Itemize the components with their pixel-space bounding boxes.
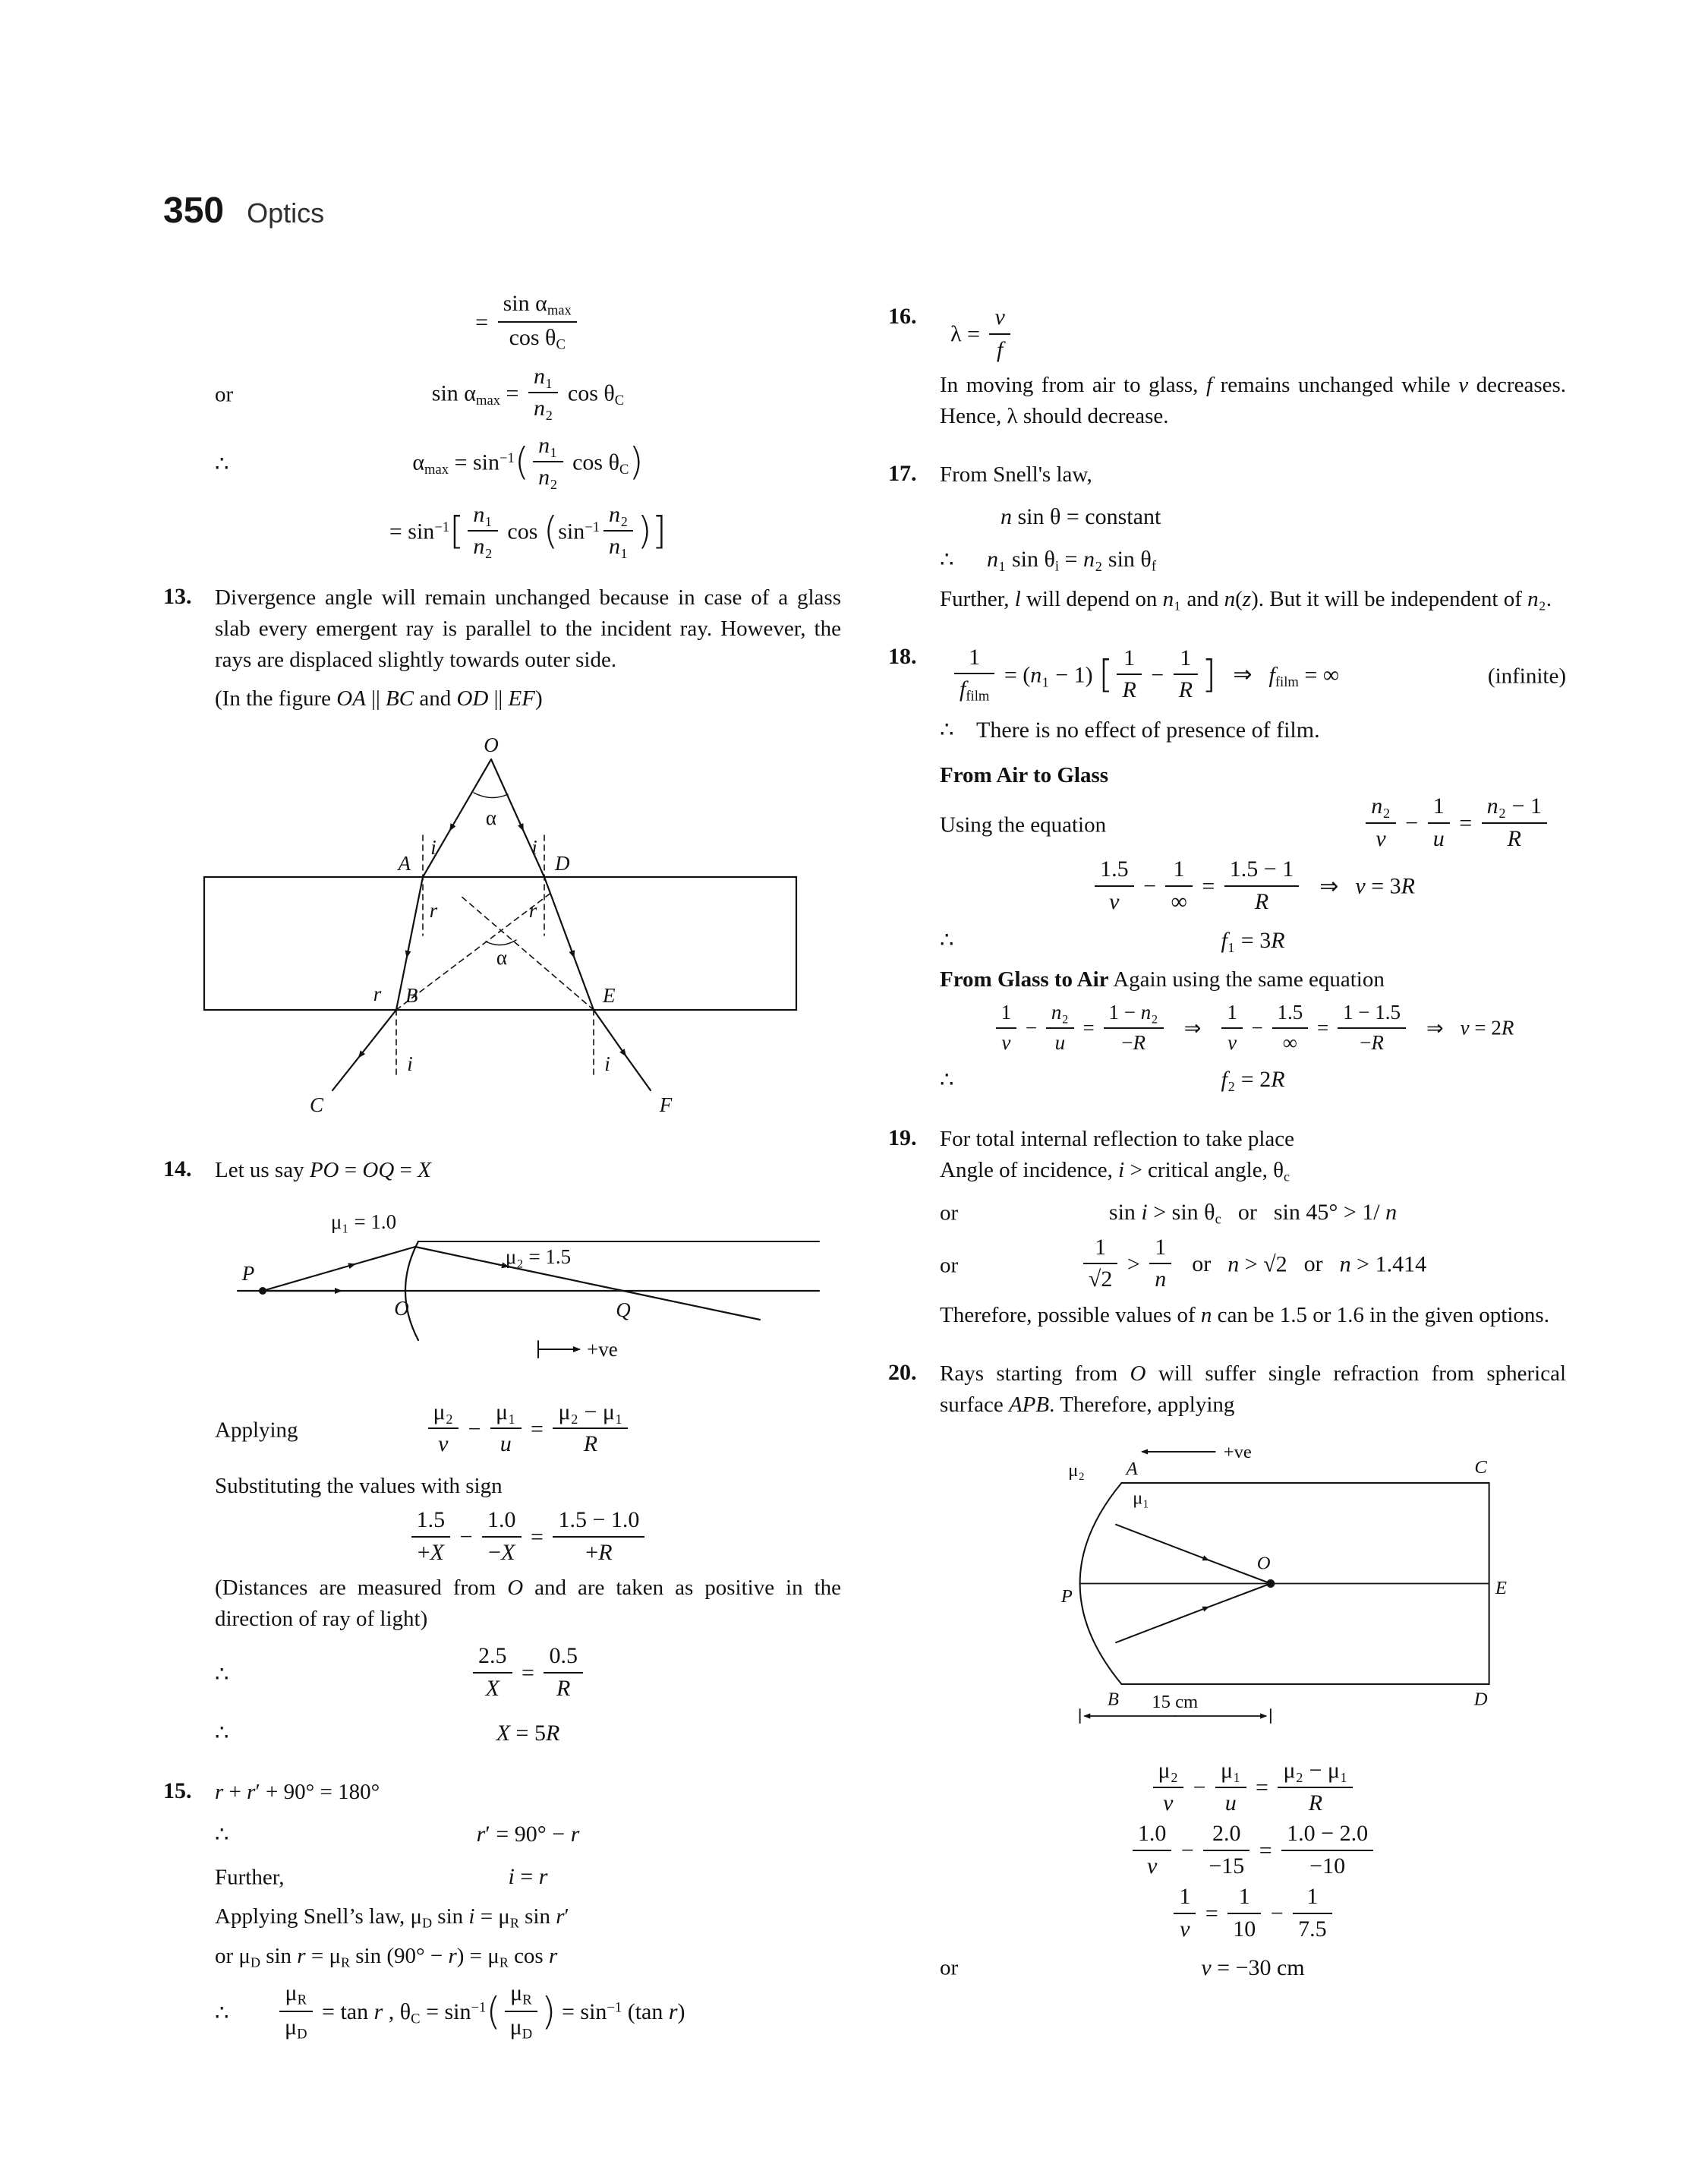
label-E: E — [1495, 1578, 1507, 1599]
two-column-layout — [163, 282, 1566, 2062]
equation-line — [215, 1715, 841, 1752]
formula: X = 5R — [496, 1721, 560, 1746]
formula: v = −30 cm — [1201, 1955, 1305, 1981]
equation-line — [940, 1823, 1566, 1882]
exit-ray-EF-2 — [626, 1055, 651, 1090]
equation-line — [940, 1760, 1566, 1819]
therefore-symbol: ∴ — [215, 1662, 229, 1687]
equation-text: r + r′ + 90° = 180° — [215, 1780, 380, 1805]
chapter-title: Optics — [247, 197, 325, 229]
problem-body — [940, 1358, 1566, 1992]
page-header — [163, 190, 324, 232]
problem-13 — [163, 582, 841, 723]
equation-leader: Applying — [215, 1418, 298, 1443]
problem-body — [940, 302, 1566, 440]
label-B: B — [405, 983, 418, 1007]
extension-from-E — [461, 896, 594, 1010]
note-text: (Distances are measured from O and are taken as positive in the direction of ray of light) — [215, 1576, 841, 1632]
formula: n sin θ = constant — [1001, 504, 1161, 530]
problem-text: Further, l will depend on n₁ and n(z). But it will be independent of n₂. — [940, 586, 1552, 611]
problem-19 — [888, 1124, 1566, 1339]
problem-body — [215, 1777, 841, 2055]
problem-number: 14. — [163, 1156, 192, 1181]
problem-body — [940, 459, 1566, 622]
label-r-A: r — [429, 898, 437, 922]
equation-leader: Using the equation — [940, 812, 1107, 838]
formula: $\frac{2.5}{X}$ = $\frac{0.5}{R}$ — [469, 1645, 587, 1704]
problem-15 — [163, 1777, 841, 2055]
formula: $\frac{1}{v}$ − $\frac{\text{n₂}}{u}$ = $\frac{\text{1 − n₂}}{-R}$ ⇒ $\frac{1}{v}$ − $\frac{1.5}{\infty}$ = $\frac{1 - 1.5}{-R}$ ⇒ v = 2R — [992, 1003, 1514, 1056]
glass-slab-diagram — [195, 733, 810, 1131]
refracted-ray-3 — [623, 1291, 760, 1320]
equation-line — [215, 1399, 841, 1460]
incident-ray-2 — [355, 1247, 415, 1264]
incident-ray — [263, 1264, 355, 1291]
problem-body — [940, 642, 1566, 1104]
label-O: O — [1256, 1553, 1271, 1574]
equation-leader: or — [940, 1253, 959, 1278]
label-O: O — [483, 733, 499, 756]
therefore-symbol: ∴ — [940, 1067, 954, 1092]
therefore-symbol: ∴ — [215, 2001, 229, 2026]
formula: n₁ sin θi = n₂ sin θf — [987, 546, 1157, 575]
label-mu1: μ₁ — [1132, 1487, 1149, 1509]
formula: sin i > sin θc or sin 45° > 1/ n — [1108, 1199, 1398, 1228]
formula: $\frac{1}{v}$ = $\frac{1}{10}$ − $\frac{1}{7.5}$ — [1170, 1886, 1335, 1945]
equation-note: (infinite) — [1487, 664, 1566, 689]
therefore-symbol: ∴ — [215, 1721, 229, 1746]
ray-to-O-upper — [1116, 1525, 1209, 1560]
left-column — [163, 282, 841, 2062]
problem-text: Therefore, possible values of n can be 1.5 or 1.6 in the given options. — [940, 1302, 1549, 1327]
problem-body — [940, 1124, 1566, 1339]
label-A: A — [1126, 1459, 1138, 1480]
label-r-D: r — [528, 898, 537, 922]
label-positive-direction: +ve — [586, 1337, 618, 1361]
refracted-ray — [415, 1247, 508, 1267]
problem-text: From Snell's law, — [940, 462, 1092, 487]
label-positive-direction: +ve — [1223, 1442, 1252, 1463]
problem-number: 20. — [888, 1359, 917, 1385]
label-B: B — [1107, 1689, 1119, 1710]
problem-18 — [888, 642, 1566, 1104]
problem-20 — [888, 1358, 1566, 1992]
equation-line — [215, 1816, 841, 1854]
equation-line — [940, 304, 1566, 365]
equation-line — [940, 793, 1566, 854]
equation-line — [940, 922, 1566, 960]
formula: $\frac{1.5}{+X}$ − $\frac{1.0}{-X}$ = $\frac{1.5 - 1.0}{+R}$ — [408, 1509, 649, 1568]
label-D: D — [554, 851, 569, 875]
equation-line — [940, 644, 1566, 707]
equation-line — [215, 1509, 841, 1568]
formula: $\frac{\mu R}{\mu D}$ = tan r , $\theta C = \sin^{-1}$( $\frac{\mu R}{\mu D}$ ) = $\sin^{-1} (\tan$ r) — [276, 1983, 685, 2045]
incident-ray-OA-2 — [423, 830, 450, 877]
formula: f₁ = 3R — [1221, 928, 1285, 954]
equation-line — [940, 1003, 1566, 1056]
refracting-surface-diagram — [228, 1200, 828, 1374]
formula: $\frac{\text{μ₂}}{v}$ − $\frac{\text{μ₁}}{u}$ = $\frac{\text{μ₂ − μ₁}}{R}$ — [424, 1402, 632, 1460]
problem-text: For total internal reflection to take place — [940, 1126, 1295, 1151]
glass-slab — [204, 877, 796, 1010]
figure-20 — [940, 1434, 1566, 1742]
problem-text: Angle of incidence, i > critical angle, θc — [940, 1157, 1290, 1185]
formula: $\frac{\text{n₂}}{v}$ − $\frac{1}{u}$ = $\frac{\text{n₂ − 1}}{R}$ — [1362, 796, 1551, 854]
formula: sin αmax = $\frac{\text{n₁}}{\text{n₂}}$ cos θC — [431, 363, 625, 421]
therefore-symbol: ∴ — [215, 1822, 229, 1847]
formula: $\frac{1.0}{v}$ − $\frac{2.0}{-15}$ = $\frac{1.0 - 2.0}{-10}$ — [1129, 1823, 1377, 1882]
label-alpha-top: α — [485, 806, 496, 829]
problem-16 — [888, 302, 1566, 440]
instruction-text: Substituting the values with sign — [215, 1473, 503, 1498]
refracted-ray-2 — [508, 1267, 623, 1291]
label-P: P — [241, 1261, 254, 1285]
problem-number: 15. — [163, 1778, 192, 1804]
equation-text: Applying Snell’s law, μD sin i = μR sin r′ — [215, 1904, 569, 1931]
equation-line — [940, 1234, 1566, 1295]
label-O: O — [393, 1296, 409, 1320]
label-mu2: μ₂ = 1.5 — [505, 1244, 571, 1268]
page-number: 350 — [163, 191, 225, 231]
formula: λ = $\frac{v}{f}$ — [950, 307, 1014, 365]
exit-ray-BC-2 — [332, 1057, 359, 1090]
conclusion-text: There is no effect of presence of film. — [976, 717, 1320, 743]
equation-line — [215, 501, 841, 563]
label-F: F — [659, 1093, 672, 1116]
problem-body — [215, 582, 841, 723]
label-i-D: i — [531, 835, 537, 859]
label-mu2: μ₂ — [1067, 1460, 1085, 1481]
equation-line — [940, 1194, 1566, 1232]
refracted-ray-DE — [544, 877, 574, 957]
figure-note: (In the figure OA || BC and OD || EF) — [215, 686, 543, 711]
formula: $\alpha\max = \sin^{-1}$( $\frac{\text{n₁}}{\text{n₂}}$ cos θC) — [412, 432, 644, 491]
equation-line — [215, 1645, 841, 1704]
problem-body — [215, 1155, 841, 1758]
ray-to-O-lower — [1116, 1607, 1209, 1643]
therefore-symbol: ∴ — [215, 452, 229, 477]
exit-ray-BC — [359, 1010, 396, 1057]
equation-leader: or — [940, 1955, 959, 1980]
therefore-symbol: ∴ — [940, 547, 954, 572]
label-alpha-mid: α — [496, 945, 507, 969]
figure-14 — [215, 1200, 841, 1383]
figure-13 — [163, 733, 841, 1135]
problem-text: Rays starting from O will suffer single refraction from spherical surface APB. Therefore, applying — [940, 1361, 1566, 1418]
problem-number: 19. — [888, 1125, 917, 1150]
formula: $\frac{1.5}{v}$ − $\frac{1}{\infty}$ = $\frac{1.5 - 1}{R}$ ⇒ v = 3R — [1091, 859, 1415, 917]
problem-14 — [163, 1155, 841, 1758]
label-i-B: i — [406, 1052, 413, 1075]
equation-line — [215, 1859, 841, 1897]
label-E: E — [602, 983, 615, 1007]
problem-12-continued — [163, 293, 841, 563]
problem-text: In moving from air to glass, f remains unchanged while v decreases. Hence, λ should decrease. — [940, 373, 1567, 429]
label-dimension: 15 cm — [1151, 1692, 1198, 1713]
formula: = $\frac{\text{sin αmax}}{\text{cos θC}}$ — [475, 293, 581, 355]
label-P: P — [1060, 1586, 1073, 1607]
equation-line — [940, 856, 1566, 917]
label-Q: Q — [615, 1298, 631, 1321]
formula: $\frac{1}{\text{ffilm}}$ = (n₁ − 1) [ $\frac{1}{R}$ − $\frac{1}{R}$ ] ⇒ ffilm = ∞ — [950, 647, 1339, 707]
right-column — [888, 282, 1566, 2062]
label-C: C — [1473, 1457, 1487, 1478]
angle-arc-mid — [486, 940, 516, 945]
label-A: A — [398, 851, 411, 875]
equation-line — [940, 499, 1566, 537]
ray-to-O-lower-2 — [1208, 1584, 1270, 1607]
equation-line — [215, 1980, 841, 2045]
formula: = $\sin^{-1}$[ $\frac{\text{n₁}}{\text{n₂}}$ $\cos (\sin^{-1}$ $\frac{\text{n₂}}{\text{n₁}}$ )] — [389, 501, 667, 560]
problem-text: Divergence angle will remain unchanged because in case of a glass slab every emergent ray is parallel to the incident ray. However, the rays are displaced slightly towards outer side. — [215, 585, 841, 673]
problem-text: Let us say PO = OQ = X — [215, 1157, 431, 1182]
label-D: D — [1473, 1689, 1488, 1710]
problem-17 — [888, 459, 1566, 622]
angle-arc-at-O — [474, 793, 508, 798]
incident-ray-OA — [450, 759, 491, 830]
label-i-A: i — [430, 835, 436, 859]
problem-number: 17. — [888, 461, 917, 487]
label-mu1: μ₁ = 1.0 — [330, 1210, 396, 1233]
equation-leader: or — [940, 1200, 959, 1226]
therefore-symbol: ∴ — [940, 718, 954, 743]
equation-line — [940, 1949, 1566, 1987]
label-C: C — [309, 1093, 323, 1116]
equation-line — [940, 1062, 1566, 1099]
refracted-ray-AB — [407, 877, 423, 957]
equation-line — [215, 363, 841, 424]
formula: r′ = 90° − r — [476, 1822, 580, 1847]
label-r-B: r — [373, 982, 381, 1005]
problem-number: 13. — [163, 583, 192, 609]
formula: i = r — [508, 1864, 548, 1890]
equation-line — [215, 293, 841, 355]
section-heading: From Air to Glass — [940, 763, 1109, 788]
equation-text: or μD sin r = μR sin (90° − r) = μR cos r — [215, 1943, 558, 1970]
formula: $\frac{1}{√2}$ > $\frac{1}{n}$ or n > √2 or n > 1.414 — [1079, 1237, 1426, 1295]
equation-leader: or — [215, 382, 234, 407]
formula: f₂ = 2R — [1221, 1067, 1285, 1093]
formula: $\frac{\text{μ₂}}{v}$ − $\frac{\text{μ₁}}{u}$ = $\frac{\text{μ₂ − μ₁}}{R}$ — [1149, 1760, 1357, 1819]
section-heading-inline: From Glass to Air Again using the same equation — [940, 967, 1385, 992]
problem-number: 16. — [888, 304, 917, 329]
problem-number: 18. — [888, 643, 917, 669]
exit-ray-EF — [594, 1010, 626, 1055]
label-i-E: i — [603, 1052, 610, 1075]
equation-line — [215, 432, 841, 494]
equation-leader: Further, — [215, 1865, 285, 1890]
spherical-surface-diagram — [972, 1434, 1534, 1733]
conclusion-line — [940, 711, 1566, 749]
therefore-symbol: ∴ — [940, 928, 954, 953]
equation-line — [940, 1886, 1566, 1945]
equation-line — [940, 541, 1566, 579]
